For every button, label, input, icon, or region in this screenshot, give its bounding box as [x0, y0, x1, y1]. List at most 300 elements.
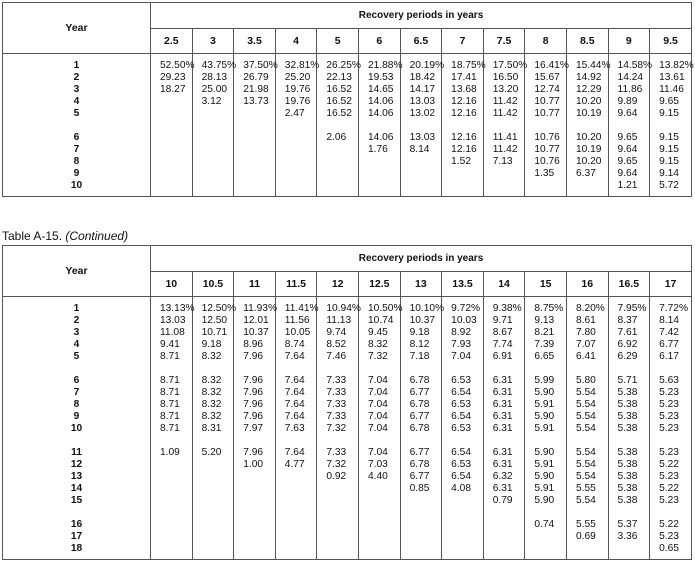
rate-value	[285, 168, 317, 180]
column-header-8-5: 8.5	[566, 29, 608, 54]
rate-value: 5.38	[617, 471, 638, 482]
rate-value: 10.37	[409, 315, 436, 326]
rate-value: 7.04	[451, 351, 471, 362]
rate-value	[493, 531, 525, 543]
rate-value	[534, 543, 566, 555]
rate-value	[285, 483, 317, 495]
rate-value: 9.74	[326, 327, 347, 338]
values-column-17	[650, 297, 692, 560]
year-label: 1	[73, 303, 80, 314]
rate-value: 13.03	[409, 96, 436, 107]
rate-value: 6.31	[492, 375, 513, 386]
rate-value	[285, 519, 317, 531]
rate-value: 10.77	[534, 96, 560, 107]
rate-value: 7.33	[326, 375, 347, 386]
rate-value: 21.88%	[367, 60, 403, 71]
rate-value	[451, 495, 483, 507]
rate-value: 7.95%	[617, 303, 647, 314]
rate-value: 10.50%	[367, 303, 403, 314]
rate-value: 6.29	[617, 351, 638, 362]
year-label: 14	[70, 483, 83, 494]
rate-value	[368, 519, 400, 531]
rate-value: 6.77	[409, 411, 430, 422]
rate-value	[202, 531, 234, 543]
column-header-2-5: 2.5	[151, 29, 193, 54]
rate-value: 4.08	[451, 483, 471, 494]
rate-value: 16.52	[326, 84, 352, 95]
rate-value: 8.67	[492, 327, 513, 338]
rate-value	[368, 495, 400, 507]
rate-value	[410, 495, 442, 507]
rate-value: 5.37	[617, 519, 638, 530]
rate-value: 9.65	[617, 156, 638, 167]
rate-value	[160, 180, 192, 192]
rate-value	[243, 495, 275, 507]
rate-value: 7.04	[367, 387, 388, 398]
rate-value: 17.50%	[492, 60, 528, 71]
rate-value: 1.00	[243, 459, 264, 470]
rate-value: 8.74	[284, 339, 305, 350]
column-header-9: 9	[608, 29, 650, 54]
rate-value	[285, 471, 317, 483]
year-header: Year	[3, 3, 151, 54]
rate-value: 14.24	[617, 72, 644, 83]
rate-value	[326, 495, 358, 507]
rate-value	[243, 144, 275, 156]
rate-value: 32.81%	[284, 60, 320, 71]
rate-value: 5.22	[659, 483, 679, 494]
rate-value: 10.71	[201, 327, 228, 338]
rate-value: 10.05	[284, 327, 311, 338]
rate-value: 11.56	[284, 315, 310, 326]
column-header-11-5: 11.5	[275, 272, 317, 297]
rate-value: 9.72%	[451, 303, 481, 314]
rate-value: 6.77	[409, 471, 430, 482]
rate-value: 18.75%	[451, 60, 486, 71]
rate-value: 4.40	[367, 471, 388, 482]
rate-value: 22.13	[326, 72, 352, 83]
rate-value: 17.41	[451, 72, 477, 83]
year-column	[3, 54, 151, 197]
year-label: 5	[73, 351, 80, 362]
rate-value: 10.76	[534, 156, 560, 167]
rate-value: 11.42	[492, 96, 518, 107]
rate-value	[368, 180, 400, 192]
rate-value: 5.80	[575, 375, 596, 386]
rate-value: 1.21	[617, 180, 638, 191]
values-column-13	[400, 297, 445, 560]
rate-value: 7.64	[284, 399, 305, 410]
rate-value	[576, 180, 608, 192]
rate-value	[410, 543, 442, 555]
rate-value: 1.09	[160, 447, 180, 458]
rate-value: 7.96	[243, 387, 264, 398]
year-label: 6	[73, 375, 80, 386]
rate-value: 12.74	[534, 84, 560, 95]
year-label: 9	[73, 411, 80, 422]
year-label: 4	[73, 339, 80, 350]
rate-value	[326, 543, 358, 555]
rate-value: 5.54	[575, 447, 596, 458]
rate-value: 8.71	[160, 351, 180, 362]
rate-value: 7.39	[534, 339, 555, 350]
rate-value	[202, 108, 234, 120]
rate-value: 6.53	[451, 399, 471, 410]
year-label: 3	[73, 84, 80, 95]
rate-value: 11.42	[492, 144, 518, 155]
rate-value: 2.06	[326, 132, 347, 143]
rate-value: 7.96	[243, 351, 264, 362]
values-column-10	[151, 297, 193, 560]
rate-value: 5.54	[575, 411, 596, 422]
rate-value: 9.15	[659, 156, 679, 167]
rate-value: 5.54	[575, 423, 596, 434]
table-body-row	[3, 297, 692, 560]
column-header-10-5: 10.5	[192, 272, 234, 297]
rate-value: 5.90	[534, 387, 555, 398]
rate-value: 5.90	[534, 495, 555, 506]
rate-value: 8.37	[617, 315, 638, 326]
rate-value: 19.53	[367, 72, 394, 83]
rate-value: 7.32	[326, 459, 347, 470]
column-header-6: 6	[358, 29, 400, 54]
rate-value: 11.86	[617, 84, 643, 95]
rate-value	[493, 180, 525, 192]
rate-value: 7.04	[367, 411, 388, 422]
rate-value	[326, 144, 358, 156]
rate-value: 7.42	[659, 327, 679, 338]
rate-value	[202, 519, 234, 531]
rate-value: 9.13	[534, 315, 555, 326]
rate-value	[618, 543, 650, 555]
rate-value	[202, 459, 234, 471]
values-column-9-5	[650, 54, 692, 197]
rate-value: 8.96	[243, 339, 264, 350]
column-header-16: 16	[566, 272, 608, 297]
rate-value: 5.23	[659, 387, 679, 398]
rate-value: 12.16	[451, 108, 477, 119]
rate-value: 0.74	[534, 519, 555, 530]
values-column-6-5	[400, 54, 445, 197]
rate-value	[202, 180, 234, 192]
rate-value: 18.27	[160, 84, 186, 95]
rate-value: 10.74	[367, 315, 394, 326]
rate-value: 7.97	[243, 423, 264, 434]
rate-value: 0.85	[409, 483, 430, 494]
rate-value: 3.36	[617, 531, 638, 542]
rate-value: 13.13%	[160, 303, 195, 314]
rate-value	[493, 543, 525, 555]
rate-value: 11.41	[492, 132, 518, 143]
rate-value: 10.37	[243, 327, 269, 338]
rate-value	[410, 531, 442, 543]
rate-value: 6.77	[409, 387, 430, 398]
year-column	[3, 297, 151, 560]
rate-value: 7.61	[617, 327, 638, 338]
rate-value: 13.03	[409, 132, 436, 143]
rate-value: 12.29	[575, 84, 602, 95]
rate-value	[326, 483, 358, 495]
caption-continued: (Continued)	[65, 229, 129, 243]
rate-value: 5.91	[534, 483, 555, 494]
rate-value: 5.91	[534, 423, 555, 434]
rate-value	[410, 519, 442, 531]
rate-value: 7.64	[284, 387, 305, 398]
rate-value: 8.14	[409, 144, 430, 155]
column-header-13: 13	[400, 272, 442, 297]
rate-value	[160, 543, 192, 555]
rate-value: 37.50%	[243, 60, 278, 71]
rate-value: 28.13	[201, 72, 228, 83]
rate-value	[243, 180, 275, 192]
rate-value	[326, 519, 358, 531]
rate-value: 5.54	[575, 471, 596, 482]
rate-value: 7.04	[367, 423, 388, 434]
rate-value: 7.33	[326, 411, 347, 422]
rate-value: 5.72	[659, 180, 679, 191]
rate-value: 5.22	[659, 519, 679, 530]
rate-value: 6.54	[451, 471, 471, 482]
rate-value: 7.13	[492, 156, 513, 167]
rate-value	[451, 180, 483, 192]
rate-value: 7.96	[243, 399, 264, 410]
values-column-5	[317, 54, 359, 197]
rate-value	[243, 471, 275, 483]
rate-value	[285, 495, 317, 507]
rate-value: 8.32	[201, 375, 222, 386]
rate-value	[368, 168, 400, 180]
year-label: 1	[73, 60, 80, 71]
values-column-3	[192, 54, 237, 197]
rate-value	[243, 156, 275, 168]
rate-value: 7.64	[284, 375, 305, 386]
rate-value: 7.96	[243, 375, 264, 386]
rate-value: 5.23	[659, 495, 679, 506]
rate-value: 8.52	[326, 339, 347, 350]
rate-value: 6.37	[575, 168, 596, 179]
rate-value: 9.38%	[492, 303, 522, 314]
rate-value: 5.90	[534, 411, 555, 422]
values-column-11	[234, 297, 276, 560]
rate-value: 7.04	[367, 399, 388, 410]
rate-value: 5.90	[534, 447, 555, 458]
rate-value	[368, 543, 400, 555]
rate-value: 9.14	[659, 168, 679, 179]
rate-value: 9.64	[617, 168, 638, 179]
rate-value: 12.50	[201, 315, 228, 326]
rate-value: 5.54	[575, 459, 596, 470]
rate-value	[285, 132, 317, 144]
column-header-9-5: 9.5	[650, 29, 692, 54]
rate-value: 14.58%	[617, 60, 653, 71]
rate-value: 8.92	[451, 327, 471, 338]
column-header-7-5: 7.5	[483, 29, 525, 54]
rate-value: 14.06	[367, 108, 394, 119]
rate-value: 13.20	[492, 84, 519, 95]
rate-value	[243, 132, 275, 144]
rate-value	[243, 543, 275, 555]
year-label: 15	[70, 495, 83, 506]
year-label: 10	[70, 180, 83, 191]
rate-value: 52.50%	[160, 60, 195, 71]
year-label: 5	[73, 108, 80, 119]
rate-value: 26.25%	[326, 60, 361, 71]
rate-value	[493, 168, 525, 180]
rate-value: 6.78	[409, 423, 430, 434]
rate-value: 5.55	[575, 519, 596, 530]
rate-value: 10.03	[451, 315, 477, 326]
rate-value: 0.69	[575, 531, 596, 542]
rate-value	[160, 168, 192, 180]
year-label: 7	[73, 144, 80, 155]
rate-value: 12.01	[243, 315, 269, 326]
rate-value: 6.17	[659, 351, 679, 362]
column-header-17: 17	[650, 272, 692, 297]
rate-value: 21.98	[243, 84, 269, 95]
column-header-12: 12	[317, 272, 359, 297]
rate-value	[160, 132, 192, 144]
rate-value	[285, 531, 317, 543]
rate-value	[451, 543, 483, 555]
rate-value: 12.16	[451, 132, 477, 143]
rate-value: 43.75%	[201, 60, 237, 71]
rate-value	[243, 531, 275, 543]
rate-value: 9.15	[659, 108, 679, 119]
values-column-16	[566, 297, 608, 560]
rate-value	[202, 483, 234, 495]
rate-value: 5.90	[534, 471, 555, 482]
rate-value: 7.07	[575, 339, 596, 350]
rate-value: 6.92	[617, 339, 638, 350]
values-column-8	[525, 54, 567, 197]
rate-value: 6.53	[451, 459, 471, 470]
column-header-5: 5	[317, 29, 359, 54]
rate-value: 8.32	[367, 339, 388, 350]
rate-value: 6.31	[492, 447, 513, 458]
rate-value	[326, 531, 358, 543]
year-header: Year	[3, 246, 151, 297]
column-header-12-5: 12.5	[358, 272, 400, 297]
rate-value: 10.19	[575, 144, 602, 155]
year-label: 7	[73, 387, 80, 398]
rate-value	[202, 132, 234, 144]
year-label: 12	[70, 459, 83, 470]
values-column-11-5	[275, 297, 317, 560]
rate-value: 6.91	[492, 351, 513, 362]
rate-value: 9.18	[409, 327, 430, 338]
values-column-16-5	[608, 297, 650, 560]
rate-value: 9.65	[659, 96, 679, 107]
rate-value	[326, 156, 358, 168]
rate-value: 14.92	[575, 72, 602, 83]
rate-value: 9.64	[617, 144, 638, 155]
rate-value: 6.78	[409, 375, 430, 386]
rate-value	[326, 180, 358, 192]
rate-value: 7.46	[326, 351, 347, 362]
rate-value: 5.22	[659, 459, 679, 470]
rate-value	[243, 519, 275, 531]
rate-value: 9.89	[617, 96, 638, 107]
rate-value: 6.41	[575, 351, 596, 362]
year-label: 13	[70, 471, 83, 482]
rate-value	[202, 543, 234, 555]
rate-value: 13.82%	[659, 60, 694, 71]
year-label: 9	[73, 168, 80, 179]
rate-value: 11.42	[492, 108, 518, 119]
rate-value	[285, 156, 317, 168]
column-header-6-5: 6.5	[400, 29, 442, 54]
rate-value: 9.45	[367, 327, 388, 338]
rate-value: 1.52	[451, 156, 471, 167]
rate-value	[576, 543, 608, 555]
rate-value: 8.32	[201, 351, 222, 362]
rate-value	[160, 471, 192, 483]
rate-value: 5.54	[575, 399, 596, 410]
rate-value	[202, 156, 234, 168]
rate-value: 8.75%	[534, 303, 564, 314]
rate-value: 15.67	[534, 72, 560, 83]
rate-value: 5.54	[575, 387, 596, 398]
rate-value: 12.16	[451, 96, 477, 107]
rate-value	[202, 495, 234, 507]
rate-value: 8.32	[201, 387, 222, 398]
column-header-14: 14	[483, 272, 525, 297]
values-column-15	[525, 297, 567, 560]
rate-value: 6.32	[492, 471, 513, 482]
rate-value	[160, 519, 192, 531]
rate-value: 25.00	[201, 84, 228, 95]
rate-value	[202, 471, 234, 483]
column-header-4: 4	[275, 29, 317, 54]
rate-value	[368, 156, 400, 168]
year-label: 8	[73, 156, 80, 167]
rate-value: 8.21	[534, 327, 555, 338]
rate-value: 8.71	[160, 387, 180, 398]
rate-value	[493, 519, 525, 531]
values-column-8-5	[566, 54, 611, 197]
rate-value: 7.03	[367, 459, 388, 470]
rate-value: 0.92	[326, 471, 347, 482]
rate-value	[160, 531, 192, 543]
rate-value: 6.31	[492, 387, 513, 398]
rate-value: 8.32	[201, 411, 222, 422]
rate-value: 6.54	[451, 447, 471, 458]
values-column-13-5	[442, 297, 484, 560]
rate-value: 6.53	[451, 375, 471, 386]
rate-value: 10.20	[575, 132, 602, 143]
rate-value: 7.63	[284, 423, 305, 434]
rate-value: 10.20	[575, 96, 602, 107]
rate-value: 6.54	[451, 411, 471, 422]
rate-value: 6.31	[492, 423, 513, 434]
rate-value: 11.46	[659, 84, 684, 95]
rate-value: 5.23	[659, 447, 679, 458]
values-column-12	[317, 297, 359, 560]
rate-value: 9.18	[201, 339, 222, 350]
rate-value: 8.71	[160, 423, 180, 434]
rate-value: 19.76	[284, 84, 311, 95]
rate-value	[160, 459, 192, 471]
rate-value: 5.38	[617, 495, 638, 506]
rate-value: 5.71	[617, 375, 638, 386]
rate-value: 7.64	[284, 411, 305, 422]
values-column-10-5	[192, 297, 237, 560]
rate-value: 13.02	[409, 108, 436, 119]
rate-value: 14.06	[367, 96, 394, 107]
rate-value	[410, 168, 442, 180]
rate-value: 14.17	[409, 84, 436, 95]
rate-value: 10.76	[534, 132, 560, 143]
